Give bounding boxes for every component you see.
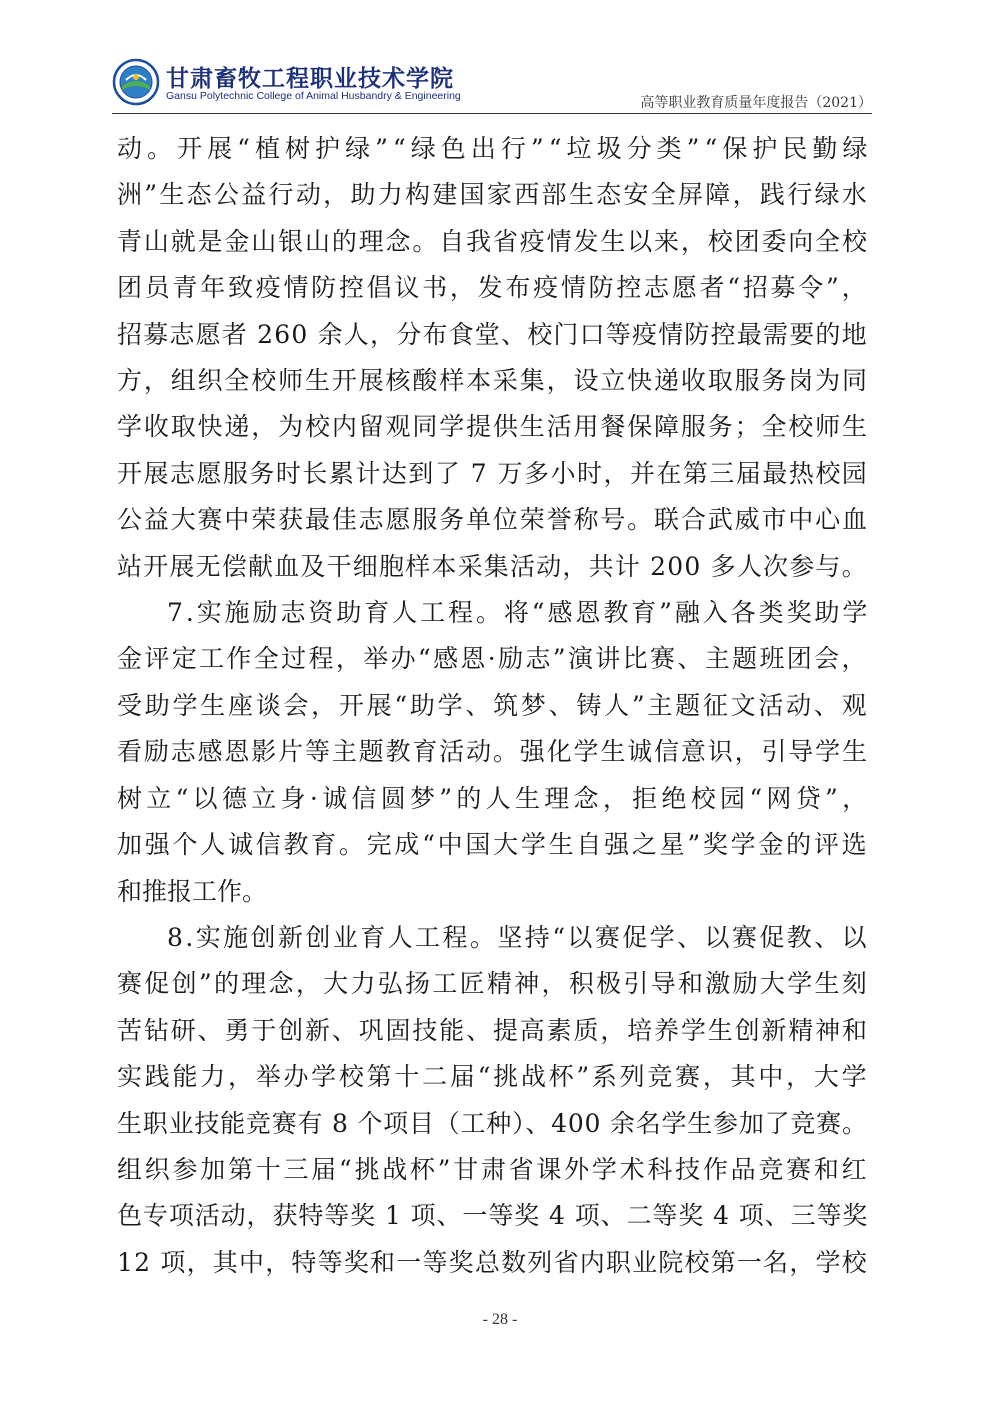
text-line: 看励志感恩影片等主题教育活动。强化学生诚信意识，引导学生 [117, 737, 869, 767]
paragraph-financial-aid [117, 590, 871, 636]
paragraph-innovation [117, 915, 870, 961]
header-divider [112, 113, 872, 114]
page-number: - 28 - [482, 1311, 518, 1328]
text-line: 色专项活动，获特等奖 1 项、一等奖 4 项、二等奖 4 项、三等奖 [117, 1201, 869, 1231]
text-line: 公益大赛中荣获最佳志愿服务单位荣誉称号。联合武威市中心血 [117, 505, 869, 535]
text-line: 学收取快递，为校内留观同学提供生活用餐保障服务；全校师生 [117, 412, 869, 442]
text-line: 团员青年致疫情防控倡议书，发布疫情防控志愿者“招募令”， [117, 273, 870, 303]
text-line: 和推报工作。 [117, 876, 268, 906]
paragraph-innovation-cont [117, 961, 870, 1286]
page-header [112, 56, 872, 114]
text-line: 实践能力，举办学校第十二届“挑战杯”系列竞赛，其中，大学 [117, 1062, 870, 1092]
text-line: 生职业技能竞赛有 8 个项目（工种）、400 余名学生参加了竞赛。 [117, 1108, 868, 1138]
text-line: 受助学生座谈会，开展“助学、筑梦、铸人”主题征文活动、观 [117, 690, 870, 720]
text-line: 站开展无偿献血及干细胞样本采集活动，共计 200 多人次参与。 [117, 551, 868, 581]
text-line: 加强个人诚信教育。完成“中国大学生自强之星”奖学金的评选 [117, 830, 870, 860]
text-line: 苦钻研、勇于创新、巩固技能、提高素质，培养学生创新精神和 [117, 1015, 869, 1045]
text-line: 树立“以德立身·诚信圆梦”的人生理念，拒绝校园“网贷”， [117, 783, 872, 813]
text-line: 7.实施励志资助育人工程。将“感恩教育”融入各类奖助学 [167, 598, 871, 628]
text-line: 洲”生态公益行动，助力构建国家西部生态安全屏障，践行绿水 [117, 180, 870, 210]
text-line: 动。开展“植树护绿”“绿色出行”“垃圾分类”“保护民勤绿 [117, 134, 873, 163]
text-line: 赛促创”的理念，大力弘扬工匠精神，积极引导和激励大学生刻 [117, 969, 870, 999]
report-title: 高等职业教育质量年度报告（2021） [640, 95, 872, 111]
school-name-en: Gansu Polytechnic College of Animal Husbandry & Engineering [166, 90, 461, 102]
paragraph-volunteer [117, 126, 873, 590]
school-name-cn: 甘肃畜牧工程职业技术学院 [166, 65, 454, 92]
school-emblem-icon [112, 58, 160, 106]
text-line: 金评定工作全过程，举办“感恩·励志”演讲比赛、主题班团会， [117, 644, 869, 674]
text-line: 8.实施创新创业育人工程。坚持“以赛促学、以赛促教、以 [167, 922, 870, 952]
text-line: 招募志愿者 260 余人，分布食堂、校门口等疫情防控最需要的地 [117, 319, 868, 349]
text-line: 12 项，其中，特等奖和一等奖总数列省内职业院校第一名，学校 [117, 1247, 868, 1277]
text-line: 组织参加第十三届“挑战杯”甘肃省课外学术科技作品竞赛和红 [117, 1154, 870, 1184]
text-line: 青山就是金山银山的理念。自我省疫情发生以来，校团委向全校 [117, 226, 869, 256]
page-body [117, 126, 873, 1286]
text-line: 开展志愿服务时长累计达到了 7 万多小时，并在第三届最热校园 [117, 458, 869, 488]
text-line: 方，组织全校师生开展核酸样本采集，设立快递收取服务岗为同 [117, 366, 869, 396]
paragraph-financial-aid-cont [117, 636, 872, 914]
